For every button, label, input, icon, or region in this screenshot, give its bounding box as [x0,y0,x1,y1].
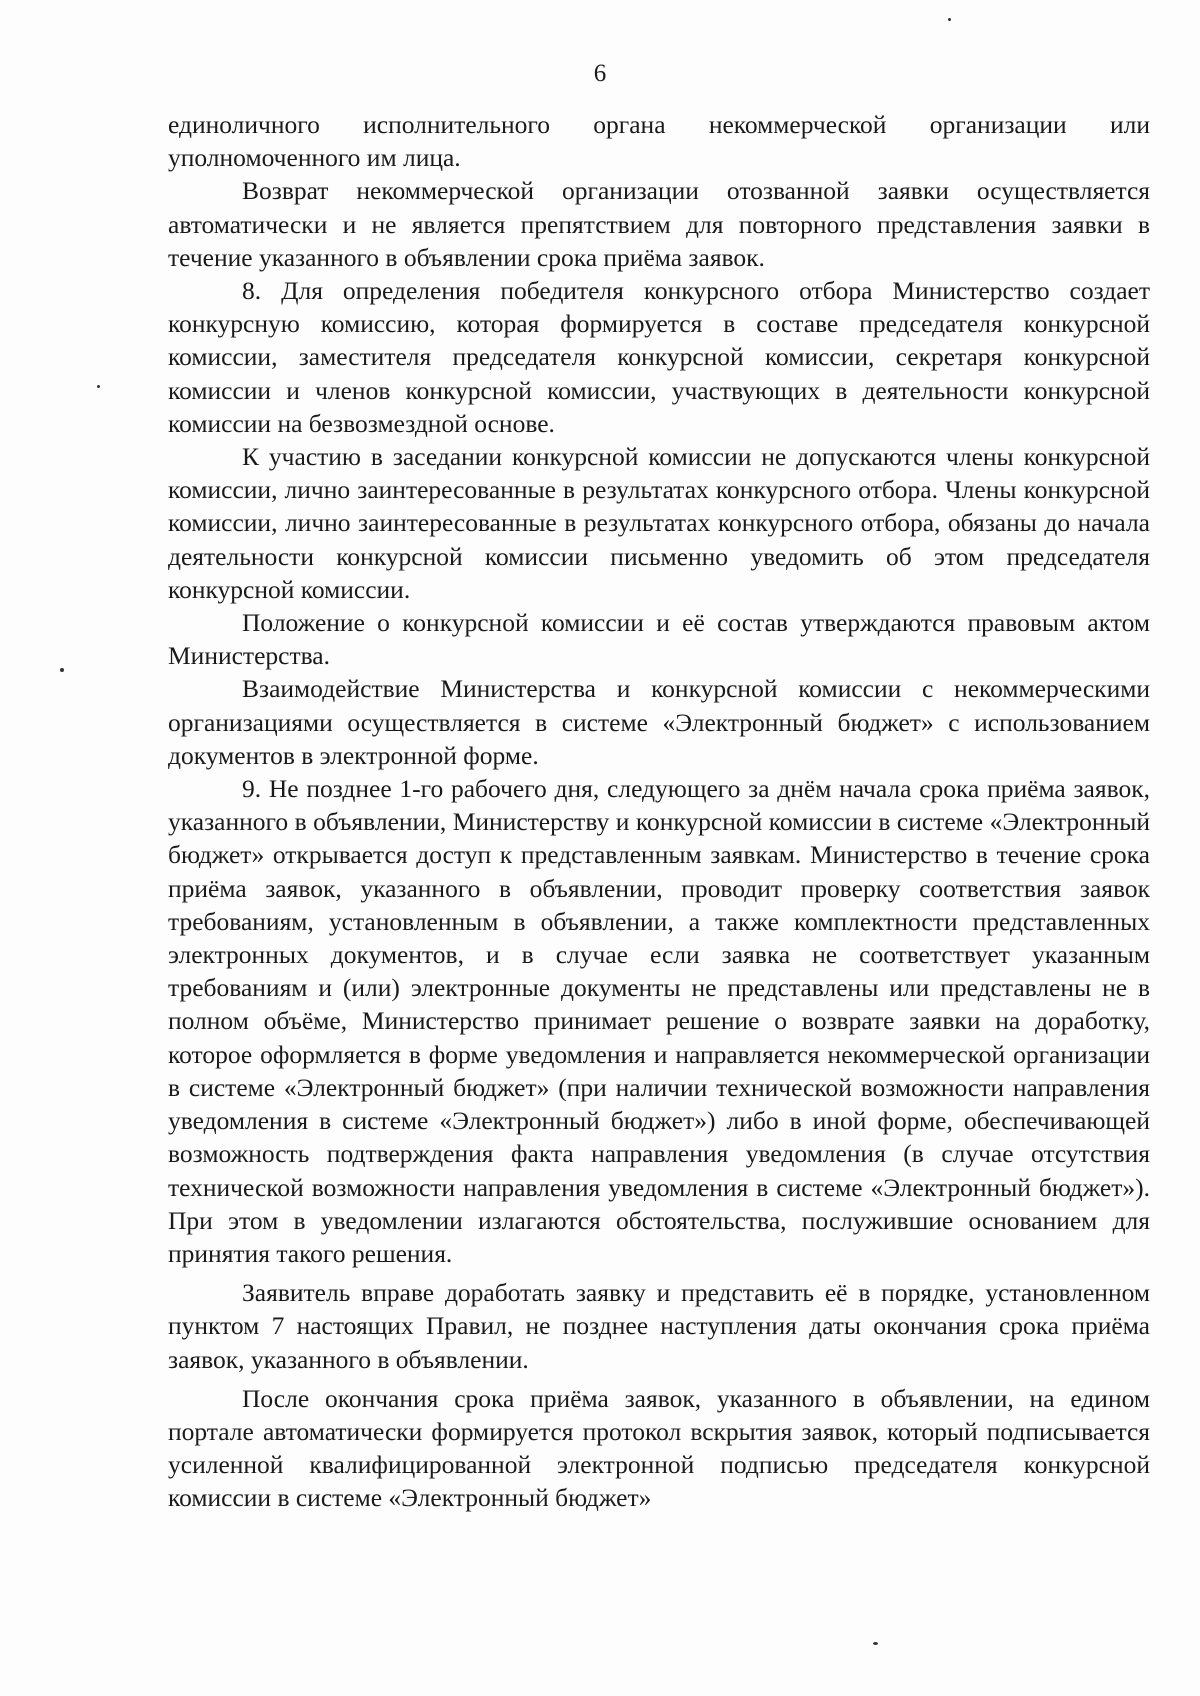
scan-speck [948,18,951,21]
document-body [168,108,1150,1515]
paragraph-opening-protocol: После окончания срока приёма заявок, указанного в объявлении, на едином портале автоматически формируется протокол вскрытия заявок, который подписывается усиленной квалифицированной электронной подписью председателя конкурсной комиссии в системе «Электронный бюджет» [168,1383,1150,1513]
paragraph-conflict-of-interest: К участию в заседании конкурсной комиссии не допускаются члены конкурсной комиссии, лично заинтересованные в результатах конкурсного отбора. Члены конкурсной комиссии, лично заинтересованные в результатах конкурсного отбора, обязаны до начала деятельности конкурсной комиссии письменно уведомить об этом председателя конкурсной комиссии. [168,442,1150,604]
paragraph-commission-regulation: Положение о конкурсной комиссии и её состав утверждаются правовым актом Министерства. [168,608,1150,671]
paragraph-item-8: 8. Для определения победителя конкурсного отбора Министерство создает конкурсную комиссию, которая формируется в составе председателя конкурсной комиссии, заместителя председателя конкурсной комиссии, секретаря конкурсной комиссии и членов конкурсной комиссии, участвующих в деятельности конкурсной комиссии на безвозмездной основе. [168,276,1150,438]
paragraph-applicant-rework: Заявитель вправе доработать заявку и представить её в порядке, установленном пунктом 7 настоящих Правил, не позднее наступления даты окончания срока приёма заявок, указанного в объявлении. [168,1278,1150,1374]
scan-speck [97,385,100,388]
scan-speck [60,668,64,672]
page-number: 6 [593,60,607,87]
scan-speck [873,1642,878,1645]
paragraph-continuation: единоличного исполнительного органа некоммерческой организации или уполномоченного им лица. [168,110,1150,173]
paragraph-interaction: Взаимодействие Министерства и конкурсной комиссии с некоммерческими организациями осуществляется в системе «Электронный бюджет» с использованием документов в электронной форме. [168,674,1150,770]
paragraph-item-9: 9. Не позднее 1-го рабочего дня, следующего за днём начала срока приёма заявок, указанного в объявлении, Министерству и конкурсной комиссии в системе «Электронный бюджет» открывается доступ к представленным заявкам. Министерство в течение срока приёма заявок, указанного в объявлении, проводит проверку соответствия заявок требованиям, установленным в объявлении, а также комплектности представленных электронных документов, и в случае если заявка не соответствует указанным требованиям и (или) электронные документы не представлены или представлены не в полном объёме, Министерство принимает решение о возврате заявки на доработку, которое оформляется в форме уведомления и направляется некоммерческой организации в системе «Электронный бюджет» (при наличии технической возможности направления уведомления в системе «Электронный бюджет») либо в иной форме, обеспечивающей возможность подтверждения факта направления уведомления (в случае отсутствия технической возможности направления уведомления в системе «Электронный бюджет»). При этом в уведомлении излагаются обстоятельства, послужившие основанием для принятия такого решения. [168,774,1150,1268]
paragraph-return-of-application: Возврат некоммерческой организации отозванной заявки осуществляется автоматически и не является препятствием для повторного представления заявки в течение указанного в объявлении срока приёма заявок. [168,176,1150,272]
